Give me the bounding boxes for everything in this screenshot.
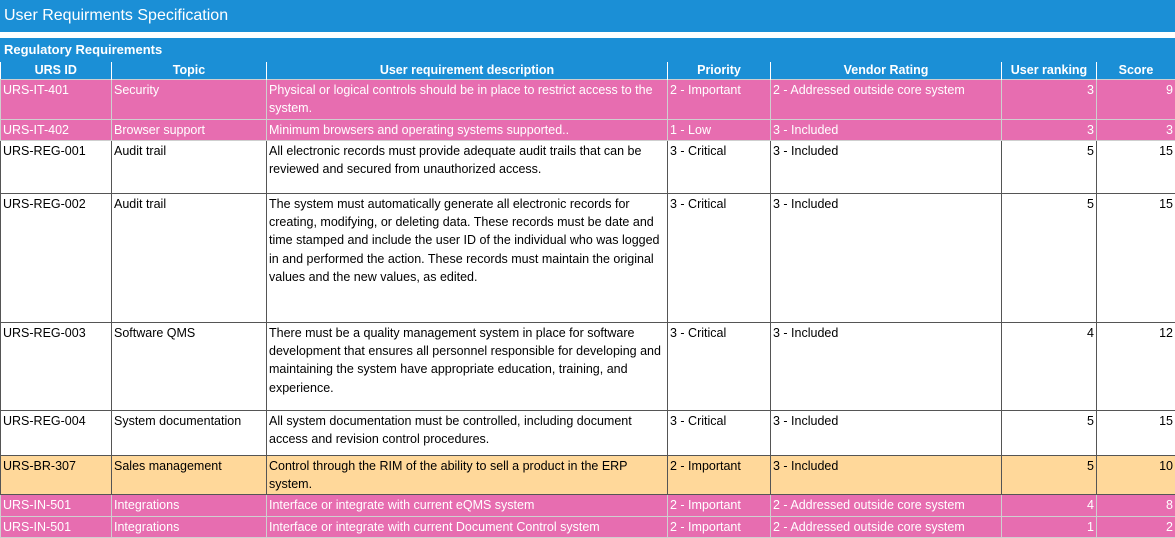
cell-description[interactable]: There must be a quality management system in place for software development that ensures all personnel responsible for developing and maintaining the system have appropriate education, training, and experience.	[267, 322, 668, 410]
cell-vendor-rating[interactable]: 3 - Included	[771, 322, 1002, 410]
cell-topic[interactable]: Audit trail	[112, 140, 267, 193]
cell-priority[interactable]: 3 - Critical	[668, 410, 771, 455]
cell-description[interactable]: Minimum browsers and operating systems supported..	[267, 119, 668, 140]
requirements-table	[0, 62, 1175, 538]
cell-urs-id[interactable]: URS-BR-307	[1, 455, 112, 495]
table-row	[1, 410, 1175, 455]
cell-priority[interactable]: 2 - Important	[668, 516, 771, 537]
table-row	[1, 193, 1175, 322]
col-header-priority[interactable]: Priority	[668, 62, 771, 80]
cell-user-ranking[interactable]: 5	[1002, 410, 1097, 455]
cell-user-ranking[interactable]: 5	[1002, 140, 1097, 193]
cell-score[interactable]: 10	[1097, 455, 1175, 495]
cell-score[interactable]: 9	[1097, 80, 1175, 120]
cell-score[interactable]: 2	[1097, 516, 1175, 537]
cell-score[interactable]: 3	[1097, 119, 1175, 140]
table-row	[1, 140, 1175, 193]
cell-urs-id[interactable]: URS-IT-401	[1, 80, 112, 120]
col-header-description[interactable]: User requirement description	[267, 62, 668, 80]
table-row	[1, 516, 1175, 537]
section-heading: Regulatory Requirements	[0, 38, 1175, 62]
cell-score[interactable]: 15	[1097, 140, 1175, 193]
cell-user-ranking[interactable]: 4	[1002, 322, 1097, 410]
cell-priority[interactable]: 2 - Important	[668, 455, 771, 495]
cell-topic[interactable]: Audit trail	[112, 193, 267, 322]
col-header-topic[interactable]: Topic	[112, 62, 267, 80]
cell-vendor-rating[interactable]: 3 - Included	[771, 410, 1002, 455]
cell-priority[interactable]: 1 - Low	[668, 119, 771, 140]
cell-user-ranking[interactable]: 3	[1002, 80, 1097, 120]
cell-urs-id[interactable]: URS-IN-501	[1, 516, 112, 537]
cell-vendor-rating[interactable]: 3 - Included	[771, 140, 1002, 193]
col-header-score[interactable]: Score	[1097, 62, 1175, 80]
cell-user-ranking[interactable]: 3	[1002, 119, 1097, 140]
cell-description[interactable]: Control through the RIM of the ability to sell a product in the ERP system.	[267, 455, 668, 495]
cell-priority[interactable]: 2 - Important	[668, 80, 771, 120]
cell-topic[interactable]: Integrations	[112, 495, 267, 516]
cell-urs-id[interactable]: URS-REG-002	[1, 193, 112, 322]
table-row	[1, 495, 1175, 516]
page-title: User Requirments Specification	[0, 0, 1175, 32]
cell-description[interactable]: All system documentation must be controlled, including document access and revision control procedures.	[267, 410, 668, 455]
cell-user-ranking[interactable]: 1	[1002, 516, 1097, 537]
cell-priority[interactable]: 3 - Critical	[668, 193, 771, 322]
cell-score[interactable]: 15	[1097, 193, 1175, 322]
cell-description[interactable]: Interface or integrate with current eQMS system	[267, 495, 668, 516]
cell-score[interactable]: 8	[1097, 495, 1175, 516]
cell-user-ranking[interactable]: 5	[1002, 193, 1097, 322]
table-row	[1, 455, 1175, 495]
cell-user-ranking[interactable]: 4	[1002, 495, 1097, 516]
cell-description[interactable]: The system must automatically generate all electronic records for creating, modifying, or deleting data. These records must be date and time stamped and include the user ID of the individual who was logged in and performed the action. These records must maintain the original values and the new values, as edited.	[267, 193, 668, 322]
cell-urs-id[interactable]: URS-REG-001	[1, 140, 112, 193]
table-row	[1, 80, 1175, 120]
cell-description[interactable]: Physical or logical controls should be in place to restrict access to the system.	[267, 80, 668, 120]
cell-user-ranking[interactable]: 5	[1002, 455, 1097, 495]
cell-priority[interactable]: 2 - Important	[668, 495, 771, 516]
cell-topic[interactable]: Integrations	[112, 516, 267, 537]
cell-topic[interactable]: Sales management	[112, 455, 267, 495]
table-header-row	[1, 62, 1175, 80]
cell-topic[interactable]: Security	[112, 80, 267, 120]
cell-vendor-rating[interactable]: 2 - Addressed outside core system	[771, 80, 1002, 120]
cell-urs-id[interactable]: URS-IN-501	[1, 495, 112, 516]
cell-urs-id[interactable]: URS-REG-004	[1, 410, 112, 455]
cell-description[interactable]: All electronic records must provide adequate audit trails that can be reviewed and secured from unauthorized access.	[267, 140, 668, 193]
cell-priority[interactable]: 3 - Critical	[668, 322, 771, 410]
cell-urs-id[interactable]: URS-IT-402	[1, 119, 112, 140]
cell-vendor-rating[interactable]: 3 - Included	[771, 119, 1002, 140]
cell-score[interactable]: 15	[1097, 410, 1175, 455]
cell-urs-id[interactable]: URS-REG-003	[1, 322, 112, 410]
col-header-vendor-rating[interactable]: Vendor Rating	[771, 62, 1002, 80]
cell-vendor-rating[interactable]: 3 - Included	[771, 455, 1002, 495]
cell-description[interactable]: Interface or integrate with current Document Control system	[267, 516, 668, 537]
cell-priority[interactable]: 3 - Critical	[668, 140, 771, 193]
cell-score[interactable]: 12	[1097, 322, 1175, 410]
cell-topic[interactable]: Software QMS	[112, 322, 267, 410]
col-header-user-ranking[interactable]: User ranking	[1002, 62, 1097, 80]
cell-vendor-rating[interactable]: 3 - Included	[771, 193, 1002, 322]
cell-vendor-rating[interactable]: 2 - Addressed outside core system	[771, 516, 1002, 537]
cell-topic[interactable]: Browser support	[112, 119, 267, 140]
cell-vendor-rating[interactable]: 2 - Addressed outside core system	[771, 495, 1002, 516]
col-header-urs-id[interactable]: URS ID	[1, 62, 112, 80]
table-row	[1, 119, 1175, 140]
table-row	[1, 322, 1175, 410]
cell-topic[interactable]: System documentation	[112, 410, 267, 455]
